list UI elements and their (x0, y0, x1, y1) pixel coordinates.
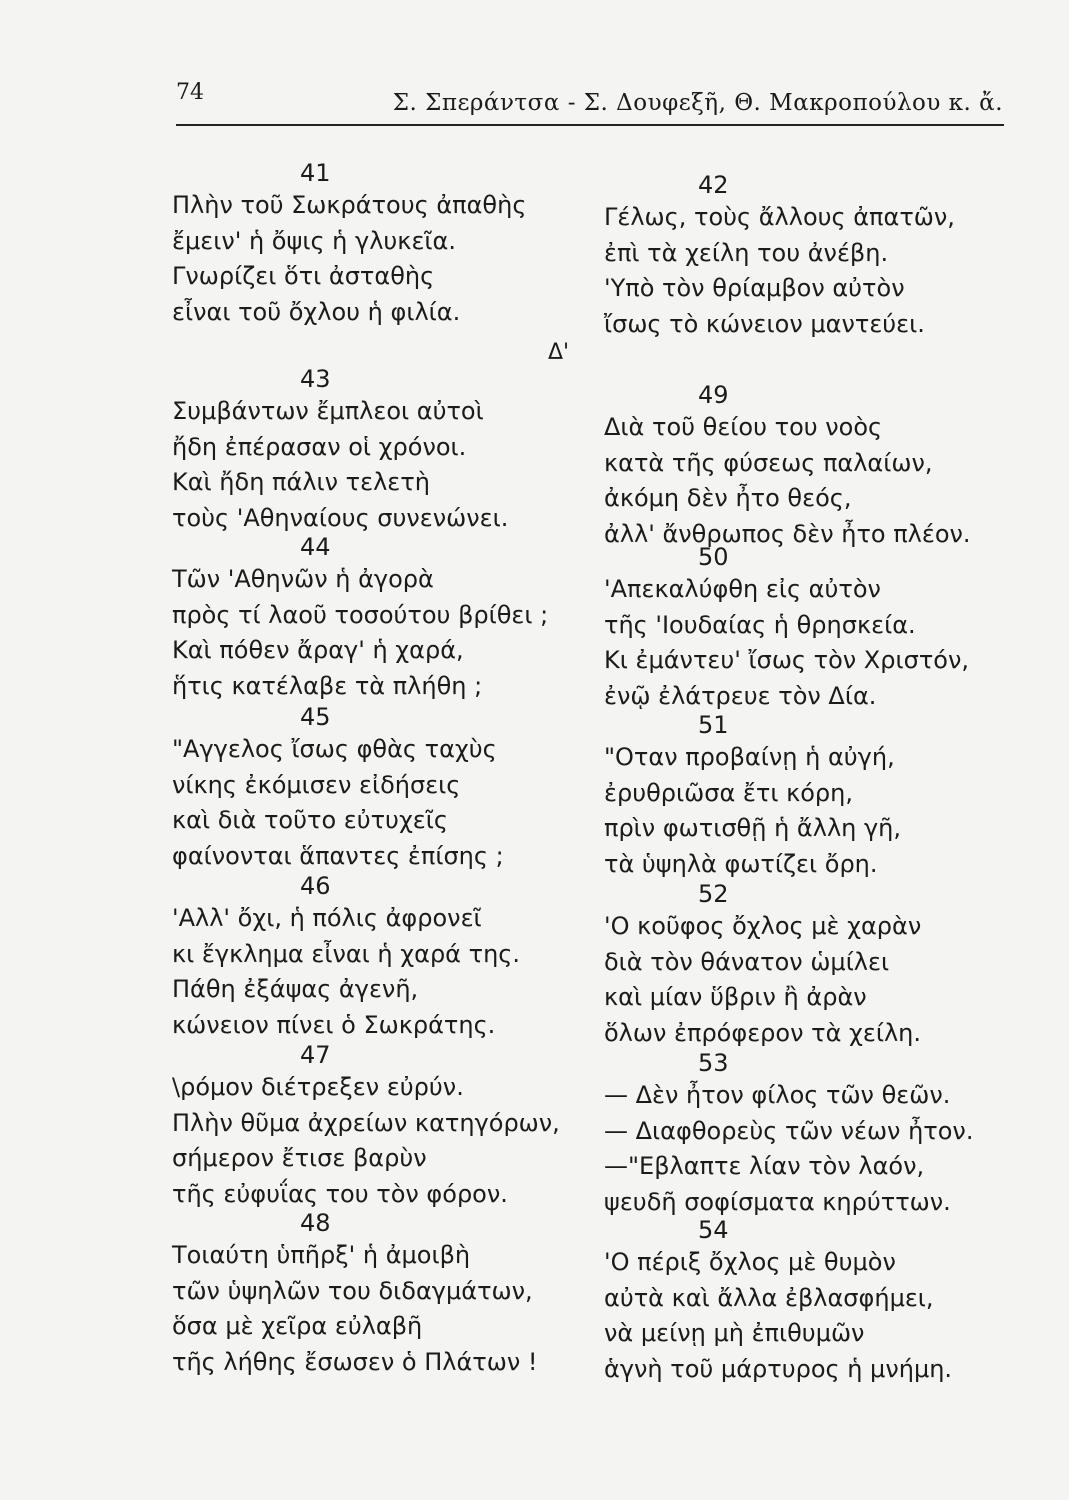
page-header (0, 0, 1069, 140)
verse-line: "Οταν προβαίνῃ ἡ αὐγή, (604, 743, 895, 771)
verse-line: ἁγνὴ τοῦ μάρτυρος ἡ μνήμη. (604, 1354, 953, 1383)
verse-line: φαίνονται ἅπαντες ἐπίσης ; (172, 841, 504, 870)
verse-line: τὰ ὑψηλὰ φωτίζει ὄρη. (604, 849, 878, 878)
verse-line: 'Αλλ' ὄχι, ἡ πόλις ἀφρονεῖ (172, 904, 482, 932)
verse-line: ἐπὶ τὰ χείλη του ἀνέβη. (604, 238, 889, 267)
verse-line: — Διαφθορεὺς τῶν νέων ἦτον. (604, 1116, 974, 1145)
verse-line: Γέλως, τοὺς ἄλλους ἀπατῶν, (604, 203, 955, 231)
verse-line: τῆς 'Ιουδαίας ἡ θρησκεία. (604, 610, 916, 639)
verse-line: τοὺς 'Αθηναίους συνενώνει. (172, 503, 509, 532)
verse-line: κατὰ τῆς φύσεως παλαίων, (604, 448, 933, 477)
verse-line: Διὰ τοῦ θείου του νοὸς (604, 413, 883, 441)
verse-line: 'Υπὸ τὸν θρίαμβον αὐτὸν (604, 274, 905, 302)
verse-line: Καὶ ἤδη πάλιν τελετὴ (172, 468, 430, 496)
verse-line: καὶ διὰ τοῦτο εὐτυχεῖς (172, 806, 448, 834)
verse-line: Τοιαύτη ὑπῆρξ' ἡ ἀμοιβὴ (172, 1241, 471, 1269)
verse-line: κι ἔγκλημα εἶναι ἡ χαρά της. (172, 939, 520, 968)
verse-line: Κι ἐμάντευ' ἴσως τὸν Χριστόν, (604, 646, 969, 674)
verse-line: 'Ο πέριξ ὄχλος μὲ θυμὸν (604, 1248, 896, 1276)
verse-line: διὰ τὸν θάνατον ὡμίλει (604, 947, 890, 976)
verse-line: εἶναι τοῦ ὄχλου ἡ φιλία. (172, 297, 461, 326)
verse-line: ἴσως τὸ κώνειον μαντεύει. (604, 309, 925, 338)
verse-line: πρὸς τί λαοῦ τοσούτου βρίθει ; (172, 600, 549, 629)
verse-line: τῆς λήθης ἔσωσεν ὁ Πλάτων ! (172, 1347, 538, 1376)
verse-line: —"Εβλαπτε λίαν τὸν λαόν, (604, 1152, 925, 1180)
verse-line: Συμβάντων ἔμπλεοι αὐτοὶ (172, 397, 484, 425)
verse-line: Καὶ πόθεν ἄραγ' ἡ χαρά, (172, 636, 464, 664)
stanza-number: 49 (698, 381, 729, 409)
verse-line: Τῶν 'Αθηνῶν ἡ ἀγορὰ (172, 565, 434, 593)
stanza-number: 43 (300, 365, 331, 393)
verse-line: Πλὴν θῦμα ἀχρείων κατηγόρων, (172, 1108, 560, 1137)
verse-line: ἀλλ' ἄνθρωπος δὲν ἦτο πλέον. (604, 519, 971, 548)
verse-line: νὰ μείνῃ μὴ ἐπιθυμῶν (604, 1319, 865, 1347)
verse-line: ἤδη ἐπέρασαν οἱ χρόνοι. (172, 432, 467, 461)
verse-line: αὐτὰ καὶ ἄλλα ἐβλασφήμει, (604, 1283, 934, 1312)
verse-line: — Δὲν ἦτον φίλος τῶν θεῶν. (604, 1081, 951, 1109)
verse-line: ἐνῷ ἐλάτρευε τὸν Δία. (604, 681, 877, 710)
section-mark: Δ' (548, 340, 570, 365)
verse-line: ὅσα μὲ χεῖρα εὐλαβῆ (172, 1312, 423, 1340)
stanza-number: 48 (300, 1209, 331, 1237)
verse-line: Πάθη ἐξάψας ἀγενῆ, (172, 975, 419, 1003)
verse-line: σήμερον ἔτισε βαρὺν (172, 1144, 427, 1172)
verse-line: 'Ο κοῦφος ὄχλος μὲ χαρὰν (604, 912, 922, 940)
verse-line: 'Απεκαλύφθη εἰς αὐτὸν (604, 575, 881, 603)
verse-line: τῶν ὑψηλῶν του διδαγμάτων, (172, 1276, 533, 1305)
stanza-number: 44 (300, 533, 331, 561)
header-rule (176, 124, 1004, 126)
verse-line: καὶ μίαν ὕβριν ἢ ἀρὰν (604, 983, 867, 1011)
verse-line: ψευδῆ σοφίσματα κηρύττων. (604, 1187, 951, 1216)
verse-line: Γνωρίζει ὅτι ἀσταθὴς (172, 262, 435, 290)
stanza-number: 52 (698, 880, 729, 908)
verse-line: πρὶν φωτισθῇ ἡ ἄλλη γῆ, (604, 814, 902, 842)
verse-line: νίκης ἐκόμισεν εἰδήσεις (172, 770, 461, 799)
stanza-number: 47 (300, 1041, 331, 1069)
verse-line: Πλὴν τοῦ Σωκράτους ἀπαθὴς (172, 191, 527, 219)
verse-line: κώνειον πίνει ὁ Σωκράτης. (172, 1010, 496, 1039)
stanza-number: 41 (300, 159, 331, 187)
verse-line: ἀκόμη δὲν ἦτο θεός, (604, 484, 852, 512)
stanza-number: 51 (698, 711, 729, 739)
verse-line: "Αγγελος ἴσως φθὰς ταχὺς (172, 735, 497, 763)
page-number: 74 (176, 80, 204, 105)
verse-line: ἥτις κατέλαβε τὰ πλήθη ; (172, 671, 483, 700)
running-head: Σ. Σπεράντσα - Σ. Δουφεξῆ, Θ. Μακροπούλου κ. ἄ. (392, 90, 1003, 116)
verse-line: τῆς εὐφυΐας του τὸν φόρον. (172, 1179, 508, 1208)
verse-line: ἐρυθριῶσα ἔτι κόρη, (604, 778, 853, 807)
verse-line: \ρόμον διέτρεξεν εὐρύν. (172, 1073, 464, 1101)
stanza-number: 50 (698, 543, 729, 571)
stanza-number: 53 (698, 1049, 729, 1077)
verse-line: ἔμειν' ἡ ὄψις ἡ γλυκεῖα. (172, 226, 456, 255)
stanza-number: 54 (698, 1216, 729, 1244)
verse-line: ὅλων ἐπρόφερον τὰ χείλη. (604, 1018, 922, 1047)
stanza-number: 46 (300, 872, 331, 900)
stanza-number: 42 (698, 171, 729, 199)
stanza-number: 45 (300, 703, 331, 731)
